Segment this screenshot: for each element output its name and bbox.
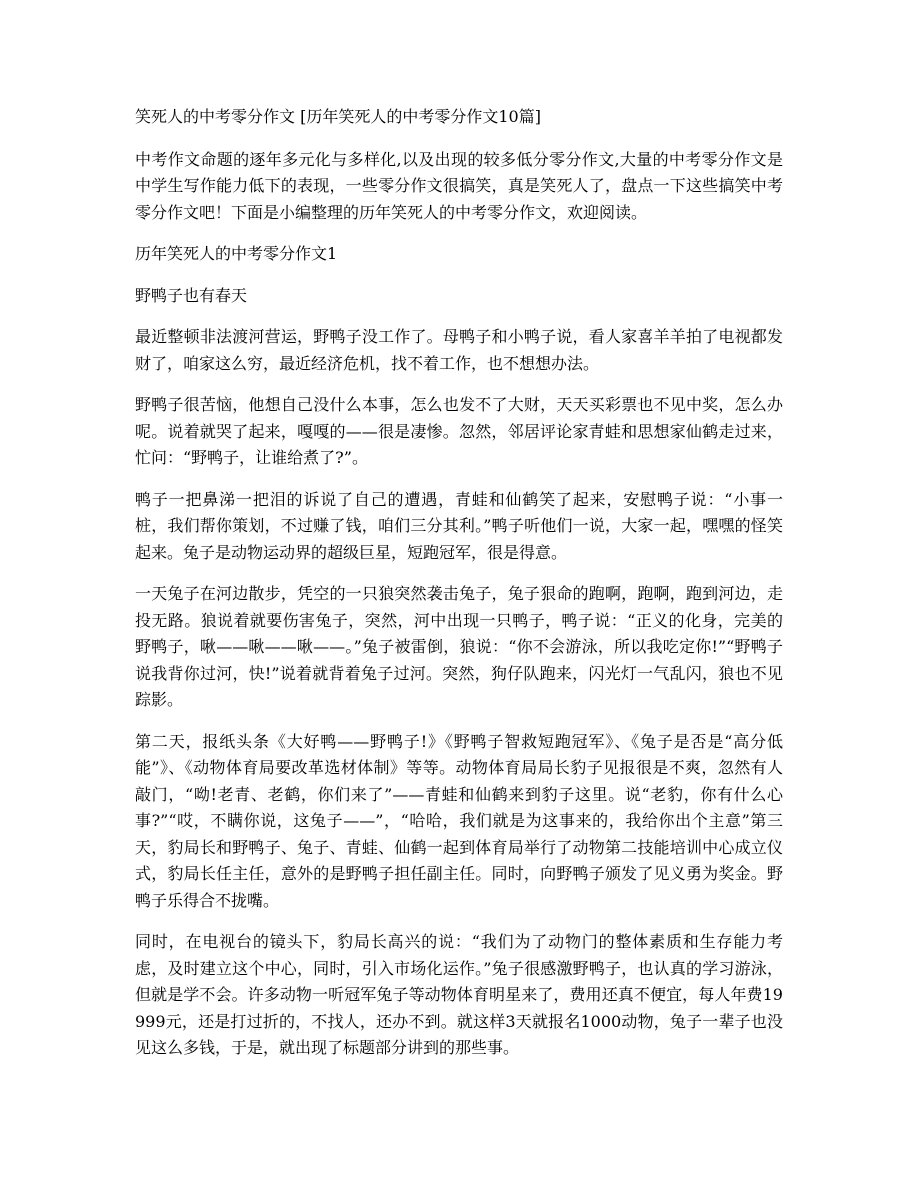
- document-page: [135, 104, 783, 1077]
- intro-paragraph: 中考作文命题的逐年多元化与多样化,以及出现的较多低分零分作文,大量的中考零分作文是中学生写作能力低下的表现，一些零分作文很搞笑，真是笑死人了，盘点一下这些搞笑中考零分作文吧！下面是小编整理的历年笑死人的中考零分作文，欢迎阅读。: [135, 149, 783, 222]
- body-paragraph-1: 最近整顿非法渡河营运，野鸭子没工作了。母鸭子和小鸭子说，看人家喜羊羊拍了电视都发财了，咱家这么穷，最近经济危机，找不着工作，也不想想办法。: [135, 327, 783, 373]
- body-paragraph-5: 第二天，报纸头条《大好鸭——野鸭子!》《野鸭子智救短跑冠军》、《兔子是否是“高分低能”》、《动物体育局要改革选材体制》等等。动物体育局局长豹子见报很是不爽，忽然有人敲门，“呦!老青、老鹤，你们来了”——青蛙和仙鹤来到豹子这里。说“老豹，你有什么心事?”“哎，不瞒你说，这兔子——”，“哈哈，我们就是为这事来的，我给你出个主意”第三天，豹局长和野鸭子、兔子、青蛙、仙鹤一起到体育局举行了动物第二技能培训中心成立仪式，豹局长任主任，意外的是野鸭子担任副主任。同时，向野鸭子颁发了见义勇为奖金。野鸭子乐得合不拢嘴。: [135, 731, 783, 910]
- body-paragraph-2: 野鸭子很苦恼，他想自己没什么本事，怎么也发不了大财，天天买彩票也不见中奖，怎么办呢。说着就哭了起来，嘎嘎的——很是凄惨。忽然，邻居评论家青蛙和思想家仙鹤走过来，忙问：“野鸭子，让谁给煮了?”。: [135, 395, 783, 467]
- essay-title: 野鸭子也有春天: [135, 285, 248, 305]
- document-title: 笑死人的中考零分作文 [历年笑死人的中考零分作文10篇]: [135, 107, 541, 126]
- body-paragraph-6: 同时，在电视台的镜头下，豹局长高兴的说：“我们为了动物门的整体素质和生存能力考虑，及时建立这个中心，同时，引入市场化运作。”兔子很感激野鸭子，也认真的学习游泳，但就是学不会。许多动物一听冠军兔子等动物体育明星来了，费用还真不便宜，每人年费19999元，还是打过折的，不找人，还办不到。就这样3天就报名1000动物，兔子一辈子也没见这么多钱，于是，就出现了标题部分讲到的那些事。: [135, 932, 783, 1057]
- body-paragraph-3: 鸭子一把鼻涕一把泪的诉说了自己的遭遇，青蛙和仙鹤笑了起来，安慰鸭子说：“小事一桩，我们帮你策划，不过赚了钱，咱们三分其利。”鸭子听他们一说，大家一起，嘿嘿的怪笑起来。兔子是动物运动界的超级巨星，短跑冠军，很是得意。: [135, 489, 783, 562]
- section-heading: 历年笑死人的中考零分作文1: [135, 244, 338, 263]
- body-paragraph-4: 一天兔子在河边散步，凭空的一只狼突然袭击兔子，兔子狠命的跑啊，跑啊，跑到河边，走投无路。狼说着就要伤害兔子，突然，河中出现一只鸭子，鸭子说：“正义的化身，完美的野鸭子，啾——啾——啾——。”兔子被雷倒，狼说：“你不会游泳，所以我吃定你!”“野鸭子说我背你过河，快!”说着就背着兔子过河。突然，狗仔队跑来，闪光灯一气乱闪，狼也不见踪影。: [135, 584, 783, 709]
